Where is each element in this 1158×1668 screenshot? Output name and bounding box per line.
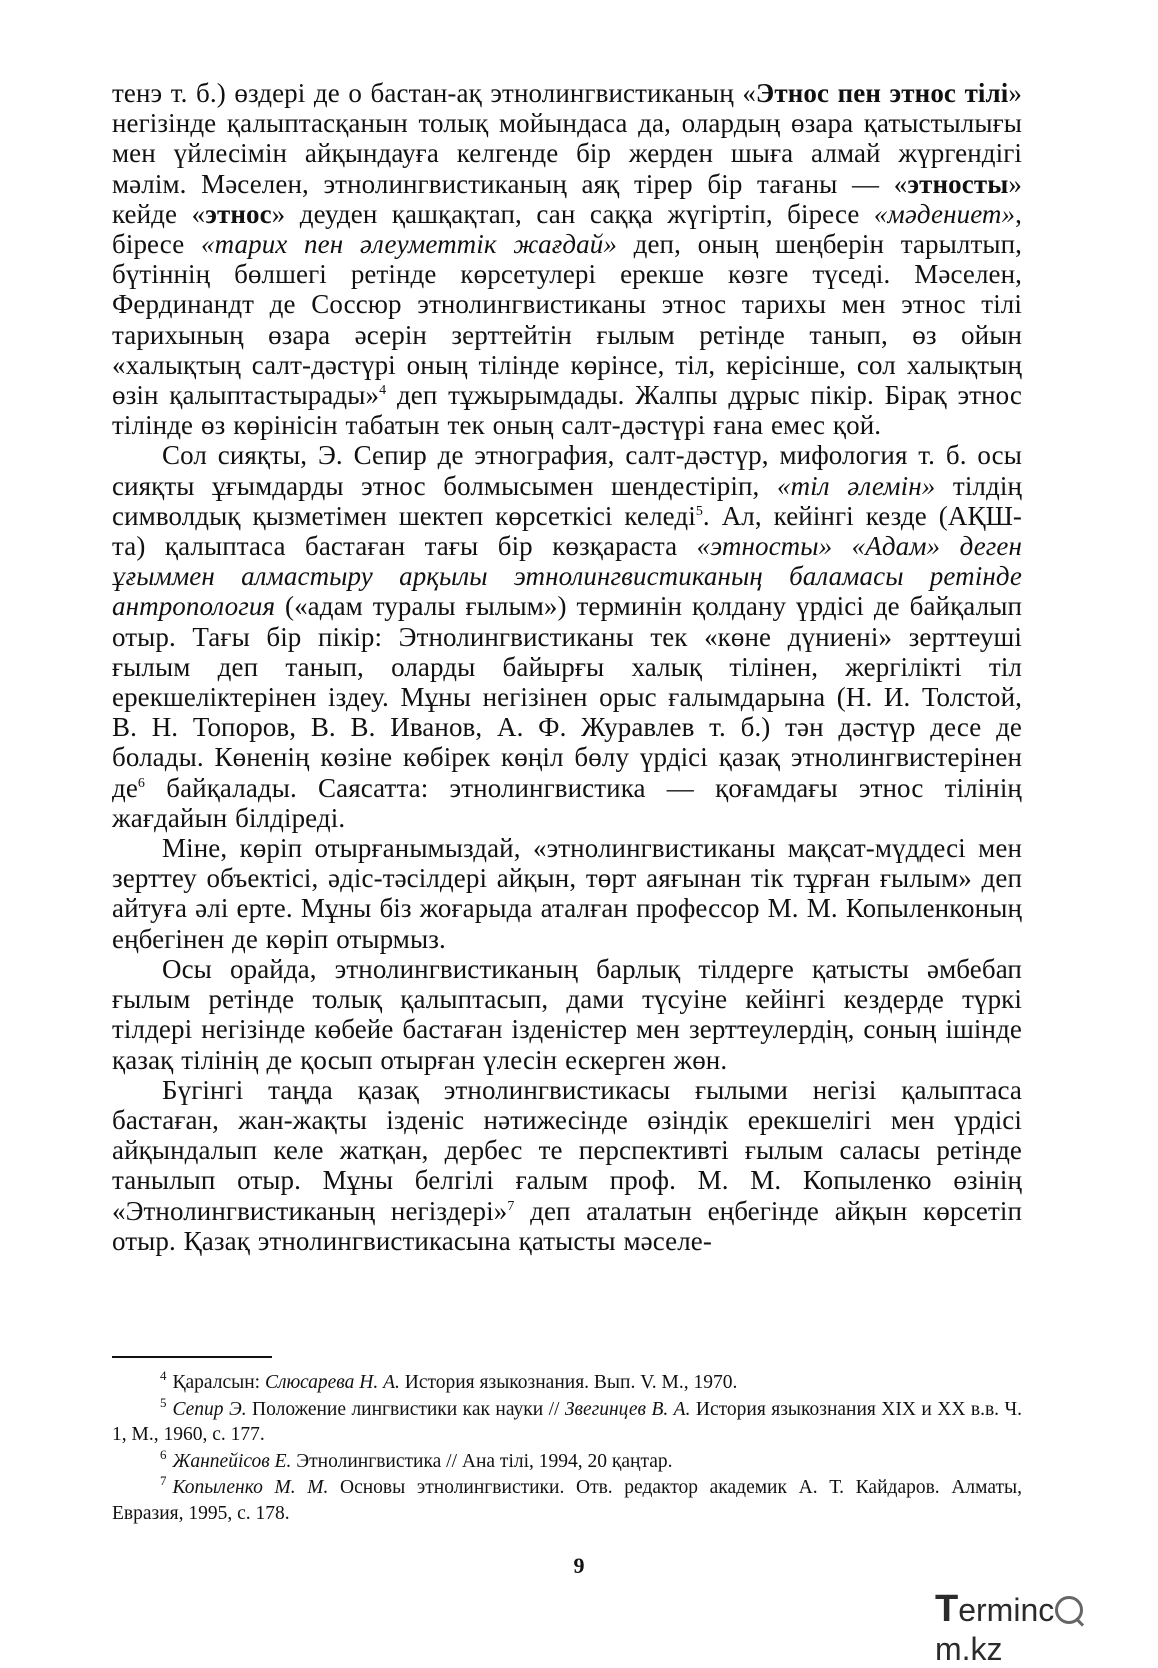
paragraph-2 (112, 440, 1022, 833)
page-number: 9 (573, 1553, 585, 1578)
footnote-4 (112, 1370, 1022, 1396)
page-body (112, 78, 1022, 1256)
footnote-mark: 6 (160, 1446, 167, 1462)
italic-text: Слюсарева Н. А. (264, 1372, 400, 1393)
text-run: История языкознания. Вып. V. М., 1970. (399, 1372, 738, 1393)
text-run: . Ал, кейінгі кезде (АҚШ-та) қалыптаса бастаған тағы бір көзқараста (112, 500, 1023, 562)
paragraph-3 (112, 833, 1022, 954)
italic-text: Жанпейісов Е. (172, 1450, 292, 1472)
footnote-ref: 4 (379, 383, 387, 399)
text-run: Міне, көріп отырғанымыздай, «этнолингвистиканы мақсат-мүддесі мен зерттеу объектісі, әдіс-тәсілдері айқын, төрт аяғынан тік тұрған ғылым» деп айтуға әлі ерте. Мұны біз жоғарыда аталған профессор М. М. Копыленконың еңбегінен де көріп отырмыз. (112, 833, 1022, 954)
footnote-7 (112, 1475, 1022, 1526)
footnote-mark: 5 (160, 1394, 167, 1410)
bold-text: Этнос пен этнос тілі (755, 78, 1009, 108)
footnotes (112, 1370, 1022, 1528)
text-run: Осы орайда, этнолингвистиканың барлық тілдерге қатысты әмбебап ғылым ретінде толық қалыптасып, дами түсуіне кейінгі кездерде түркі тілдері негізінде көбейе бастаған ізденістер мен зерттеулердің, соның ішінде қазақ тілінің де қосып отырған үлесін ескерген жөн. (112, 953, 1022, 1075)
footnote-5 (112, 1394, 1023, 1448)
paragraph-1 (112, 78, 1022, 440)
italic-text: «этносты» «Адам» деген ұғыммен алмастыру арқылы этнолингвистиканың баламасы ретінде антропология (112, 531, 1022, 622)
footnote-ref: 7 (507, 1198, 515, 1214)
watermark-prefix: T (935, 1588, 959, 1630)
text-run: («адам туралы ғылым») терминін қолдану үрдісі де байқалып отыр. Тағы бір пікір: Этнолингвистиканы тек «көне дүниені» зерттеуші ғылым деп танып, оларды байырғы халық тілінен, жергілікті тіл ерекшеліктерінен іздеу. Мұны негізінен орыс ғалымдарына (Н. И. Толстой, В. Н. Топоров, В. В. Иванов, А. Ф. Журавлев т. б.) тән дәстүр десе де болады. Көненің көзіне көбірек көңіл бөлу үрдісі қазақ этнолингвистерінен де (112, 591, 1022, 803)
text-run: тенэ т. б.) өздері де о бастан-ақ этнолингвистиканың « (112, 78, 756, 108)
italic-text: Копыленко М. М. (172, 1477, 329, 1499)
footnote-divider (112, 1356, 272, 1358)
italic-text: «тіл әлемін» (776, 470, 936, 501)
italic-text: Сепир Э. (172, 1398, 247, 1420)
watermark-suffix: m.kz (935, 1631, 1003, 1667)
text-run: Положение лингвистики как науки // (246, 1398, 565, 1420)
text-run: Основы этнолингвистики. Отв. редактор академик А. Т. Кайдаров. Алматы, Евразия, 1995, с. 178. (112, 1477, 1022, 1524)
text-run: » кейде « (112, 168, 1022, 229)
paragraph-5 (112, 1075, 1022, 1256)
text-run: » деуден қашқақтап, сан саққа жүгіртіп, біресе (271, 198, 874, 229)
paragraph-4 (112, 954, 1022, 1075)
watermark-logo (935, 1588, 1145, 1667)
text-run: тілдің символдық қызметімен шектеп көрсеткісі келеді (112, 470, 1022, 531)
bold-text: этносты (907, 168, 1009, 199)
text-run: Этнолингвистика // Ана тілі, 1994, 20 қаңтар. (291, 1450, 673, 1472)
text-run: Бүгінгі таңда қазақ этнолингвистикасы ғылыми негізі қалыптаса бастаған, жан-жақты ізденіс нәтижесінде өзіндік ерекшелігі мен үрдісі айқындалып келе жатқан, дербес те перспективті ғылым саласы ретінде танылып отыр. Мұны белгілі ғалым проф. М. М. Копыленко өзінің «Этнолингвистиканың негіздері» (112, 1074, 1022, 1226)
footnote-mark: 7 (160, 1473, 167, 1489)
text-run: деп тұжырымдады. Жалпы дұрыс пікір. Бірақ этнос тілінде өз көрінісін табатын тек оның салт-дәстүрі ғана емес қой. (112, 380, 1022, 441)
bold-text: этнос (205, 198, 272, 229)
text-run: байқалады. Саясатта: этнолингвистика — қоғамдағы этнос тілінің жағдайын білдіреді. (112, 772, 1022, 833)
italic-text: «мәдениет» (873, 198, 1016, 229)
footnote-mark: 4 (160, 1368, 167, 1383)
magnifier-icon (1055, 1596, 1083, 1624)
text-run: » негізінде қалыптасқанын толық мойындаса да, олардың өзара қатыстылығы мен үйлесімін айқындауға келгенде бір жерден шыға алмай жүргендігі мәлім. Мәселен, этнолингвистиканың аяқ тірер бір тағаны — « (112, 78, 1022, 199)
footnote-ref: 6 (137, 775, 146, 791)
watermark-mid: erminc (958, 1592, 1055, 1628)
footnote-6 (112, 1446, 1022, 1475)
text-run: История языкознания XIX и XX в.в. Ч. 1, М., 1960, с. 177. (112, 1398, 1023, 1446)
text-run: деп, оның шеңберін тарылтып, бүтіннің бөлшегі ретінде көрсетулері ерекше көзге түседі. Мәселен, Фердинандт де Соссюр этнолингвистиканы этнос тарихы мен этнос тілі тарихының өзара әсерін зерттейтін ғылым ретінде танып, өз ойын «халықтың салт-дәстүрі оның тілінде көрінсе, тіл, керісінше, сол халықтың өзін қалыптастырады» (112, 229, 1022, 411)
italic-text: Звегинцев В. А. (564, 1398, 691, 1420)
italic-text: «тарих пен әлеуметтік жағдай» (200, 229, 617, 260)
text-run: деп аталатын еңбегінде айқын көрсетіп отыр. Қазақ этнолингвистикасына қатысты мәселе- (112, 1195, 1022, 1256)
text-run: Қаралсын: (172, 1372, 265, 1393)
footnote-ref: 5 (695, 503, 703, 519)
text-run: Сол сияқты, Э. Сепир де этнография, салт-дәстүр, мифология т. б. осы сияқты ұғымдарды этнос болмысымен шендестіріп, (112, 440, 1022, 501)
text-run: , біресе (112, 198, 1022, 260)
